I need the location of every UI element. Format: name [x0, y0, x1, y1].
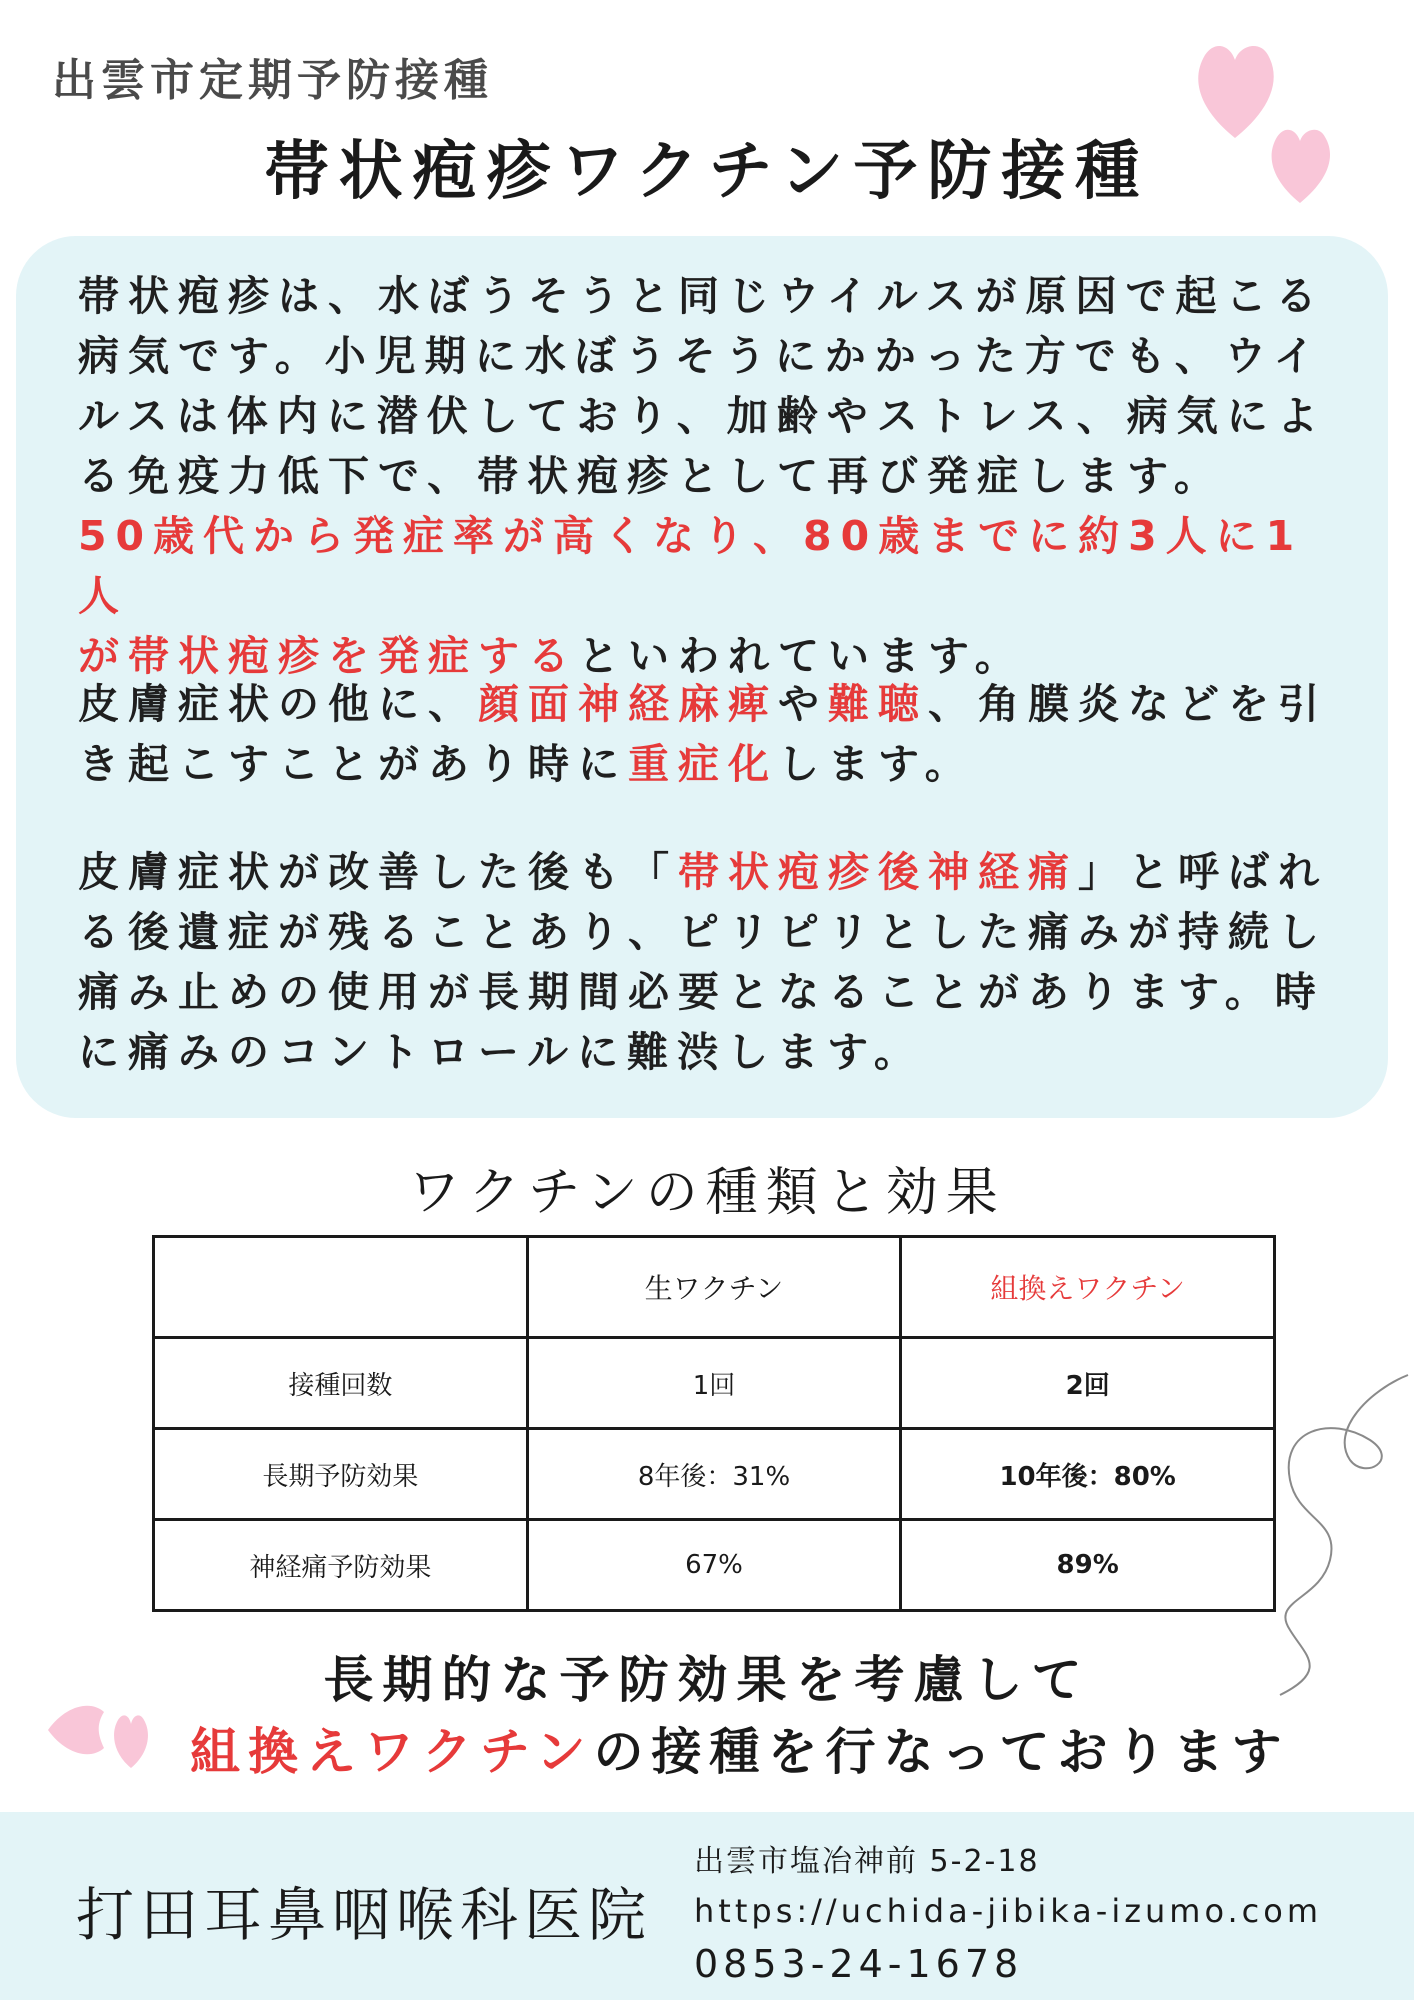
clinic-phone: 0853-24-1678 — [694, 1942, 1024, 1986]
text-fragment: します。 — [778, 740, 975, 788]
text-fragment: の接種を行なっております — [593, 1723, 1290, 1781]
table-cell: 神経痛予防効果 — [154, 1520, 528, 1611]
table-cell: 67% — [527, 1520, 901, 1611]
text-fragment: き起こすことがあり時に — [78, 740, 628, 788]
table-cell: 8年後：31% — [527, 1429, 901, 1520]
table-header-row — [154, 1237, 1275, 1338]
closing-line-2 — [190, 1712, 1390, 1784]
sakura-petal-icon — [110, 1712, 152, 1770]
page-title: 帯状疱疹ワクチン予防接種 — [264, 135, 1150, 209]
paragraph-neuralgia — [78, 842, 1328, 1082]
text-line — [78, 734, 1328, 794]
closing-line-1: 長期的な予防効果を考慮して — [323, 1651, 1091, 1709]
table-cell: 長期予防効果 — [154, 1429, 528, 1520]
highlight-text: 50歳代から発症率が高くなり、80歳までに約3人に1人 — [78, 512, 1304, 620]
text-line: ルスは体内に潜伏しており、加齢やストレス、病気によ — [78, 392, 1327, 440]
highlight-text: 顔面神経麻痺 — [478, 680, 778, 728]
text-fragment: 皮膚症状が改善した後も「 — [78, 848, 678, 896]
text-fragment: 皮膚症状の他に、 — [78, 680, 478, 728]
table-row — [154, 1520, 1275, 1611]
highlight-text: 重症化 — [628, 740, 778, 788]
paragraph-overview — [78, 266, 1328, 686]
clinic-name: 打田耳鼻咽喉科医院 — [76, 1881, 653, 1949]
table-header-cell: 組換えワクチン — [901, 1237, 1275, 1338]
text-fragment: 、角膜炎などを引 — [928, 680, 1328, 728]
header-subtitle: 出雲市定期予防接種 — [52, 55, 493, 106]
text-fragment: や — [778, 680, 828, 728]
text-line: 帯状疱疹は、水ぼうそうと同じウイルスが原因で起こる — [78, 272, 1326, 320]
text-fragment: といわれています。 — [578, 632, 1025, 680]
sakura-petal-icon — [1265, 125, 1335, 205]
text-line: に痛みのコントロールに難渋します。 — [78, 1028, 924, 1076]
highlight-text: 帯状疱疹後神経痛 — [678, 848, 1078, 896]
section-heading: ワクチンの種類と効果 — [408, 1163, 1006, 1223]
table-cell: 89% — [901, 1520, 1275, 1611]
sakura-petal-icon — [46, 1700, 106, 1760]
text-fragment: 」と呼ばれ — [1078, 848, 1328, 896]
table-cell: 10年後：80% — [901, 1429, 1275, 1520]
table-row — [154, 1429, 1275, 1520]
table-cell: 1回 — [527, 1338, 901, 1429]
text-line: る後遺症が残ることあり、ピリピリとした痛みが持続し — [78, 908, 1328, 956]
text-line: 病気です。小児期に水ぼうそうにかかった方でも、ウイ — [78, 332, 1324, 380]
text-line: る免疫力低下で、帯状疱疹として再び発症します。 — [78, 452, 1224, 500]
highlight-text: 難聴 — [828, 680, 928, 728]
table-cell: 2回 — [901, 1338, 1275, 1429]
text-line — [78, 842, 1328, 902]
paragraph-complications — [78, 674, 1328, 794]
table-header-cell — [154, 1237, 528, 1338]
text-line: 痛み止めの使用が長期間必要となることがあります。時 — [78, 968, 1325, 1016]
table-header-cell: 生ワクチン — [527, 1237, 901, 1338]
table-row — [154, 1338, 1275, 1429]
text-line — [78, 674, 1328, 734]
clinic-address: 出雲市塩冶神前 5-2-18 — [694, 1844, 1040, 1879]
highlight-text: が帯状疱疹を発症する — [78, 632, 578, 680]
highlight-text: 組換えワクチン — [190, 1723, 594, 1781]
vaccine-comparison-table — [152, 1235, 1276, 1612]
table-cell: 接種回数 — [154, 1338, 528, 1429]
clinic-website-link[interactable]: https://uchida-jibika-izumo.com — [694, 1892, 1322, 1930]
